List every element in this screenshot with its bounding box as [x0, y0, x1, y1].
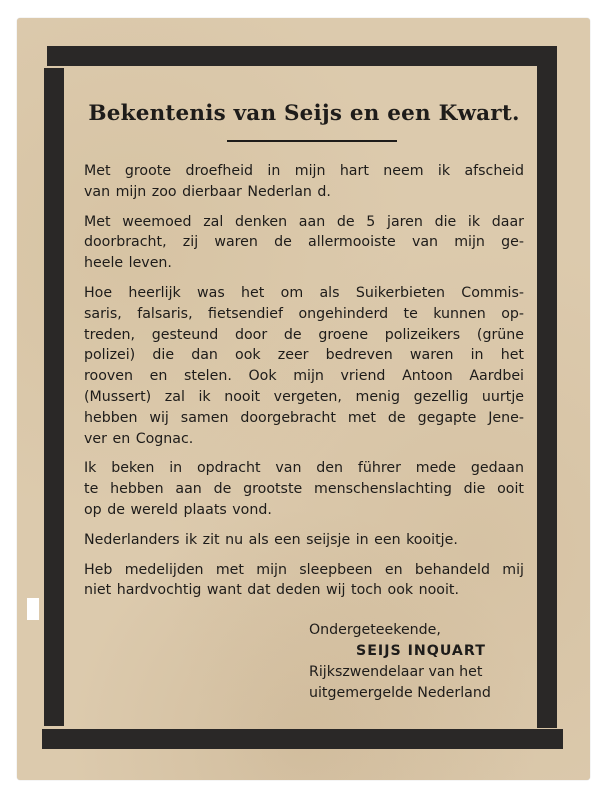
- text-line: ver en Cognac.: [84, 430, 194, 447]
- text-line: Heb medelijden met mijn sleepbeen en behandeld mij: [84, 561, 524, 578]
- paragraph-five-years: [84, 212, 524, 274]
- mourning-border-top: [47, 46, 557, 66]
- text-line: Hoe heerlijk was het om als Suikerbieten Commis-: [84, 284, 524, 301]
- text-line: hebben wij samen doorgebracht met de gegapte Jene-: [84, 409, 524, 426]
- text-line: Ik beken in opdracht van den führer mede gedaan: [84, 460, 524, 477]
- text-line: Met weemoed zal denken aan de 5 jaren die ik daar: [84, 213, 524, 230]
- text-line: niet hardvochtig want dat deden wij toch ook nooit.: [84, 582, 459, 599]
- signature-closing: Ondergeteekende,: [309, 622, 441, 638]
- signature-title-line2: uitgemergelde Nederland: [309, 685, 491, 701]
- paragraph-farewell: [84, 161, 524, 203]
- signature-name: SEIJS INQUART: [356, 643, 486, 659]
- text-line: saris, falsaris, fietsendief ongehinderd te kunnen op-: [84, 305, 524, 322]
- signature-block: [309, 620, 491, 704]
- mourning-border-bottom: [42, 729, 563, 749]
- paragraph-medelijden: [84, 560, 524, 602]
- text-line: polizei) die dan ook zeer bedreven waren in het: [84, 347, 524, 364]
- title-underline: [227, 140, 397, 142]
- text-line: van mijn zoo dierbaar Nederlan d.: [84, 183, 331, 200]
- text-line: heele leven.: [84, 255, 172, 272]
- document-body: [84, 100, 524, 601]
- paragraph-commissaris: [84, 283, 524, 449]
- text-line: op de wereld plaats vond.: [84, 501, 272, 518]
- document-title: Bekentenis van Seijs en een Kwart.: [88, 101, 520, 126]
- mourning-border-left: [44, 68, 64, 726]
- signature-title-line1: Rijkszwendelaar van het: [309, 664, 483, 680]
- torn-edge: [27, 598, 39, 620]
- paragraph-confession: [84, 458, 524, 520]
- text-line: (Mussert) zal ik nooit vergeten, menig gezellig uurtje: [84, 388, 524, 405]
- text-line: rooven en stelen. Ook mijn vriend Antoon Aardbei: [84, 368, 524, 385]
- text-line: treden, gesteund door de groene polizeikers (grüne: [84, 326, 524, 343]
- text-line: te hebben aan de grootste menschenslachting die ooit: [84, 481, 524, 498]
- text-line: Nederlanders ik zit nu als een seijsje in een kooitje.: [84, 531, 458, 548]
- text-line: Met groote droefheid in mijn hart neem ik afscheid: [84, 163, 524, 179]
- paragraph-kooitje: [84, 530, 524, 551]
- text-line: doorbracht, zij waren de allermooiste van mijn ge-: [84, 234, 524, 251]
- mourning-border-right: [537, 64, 557, 728]
